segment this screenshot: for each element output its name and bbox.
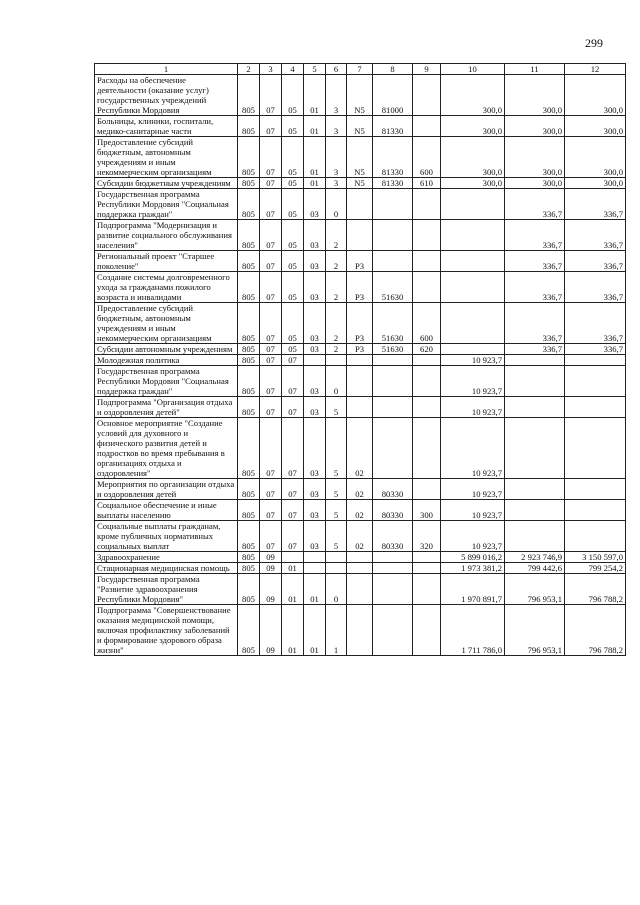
event-code xyxy=(347,189,373,220)
section-code: 07 xyxy=(260,75,282,116)
section-code: 07 xyxy=(260,366,282,397)
subsection-code: 05 xyxy=(282,272,304,303)
subprogram-code: 0 xyxy=(326,574,347,605)
event-code: P3 xyxy=(347,251,373,272)
amount-year-2: 796 953,1 xyxy=(505,605,565,656)
event-code xyxy=(347,397,373,418)
row-description: Мероприятия по организации отдыха и оздоровления детей xyxy=(95,479,238,500)
amount-year-2: 336,7 xyxy=(505,344,565,355)
budget-table xyxy=(94,63,626,656)
direction-code: 51630 xyxy=(373,272,413,303)
amount-year-1 xyxy=(441,189,505,220)
table-row xyxy=(95,563,626,574)
program-code: 01 xyxy=(304,75,326,116)
column-header: 9 xyxy=(413,64,441,75)
event-code: P3 xyxy=(347,303,373,344)
expense-type-code xyxy=(413,355,441,366)
expense-type-code xyxy=(413,552,441,563)
program-code: 01 xyxy=(304,605,326,656)
direction-code xyxy=(373,418,413,479)
direction-code xyxy=(373,397,413,418)
table-row xyxy=(95,366,626,397)
table-row xyxy=(95,552,626,563)
event-code xyxy=(347,563,373,574)
section-code: 07 xyxy=(260,521,282,552)
amount-year-2: 300,0 xyxy=(505,116,565,137)
amount-year-1: 1 973 381,2 xyxy=(441,563,505,574)
event-code: 02 xyxy=(347,418,373,479)
admin-code: 805 xyxy=(238,272,260,303)
event-code xyxy=(347,355,373,366)
event-code xyxy=(347,552,373,563)
amount-year-3: 336,7 xyxy=(565,272,626,303)
section-code: 07 xyxy=(260,272,282,303)
event-code: P3 xyxy=(347,344,373,355)
program-code: 03 xyxy=(304,272,326,303)
expense-type-code: 300 xyxy=(413,500,441,521)
expense-type-code: 620 xyxy=(413,344,441,355)
subprogram-code xyxy=(326,552,347,563)
program-code xyxy=(304,552,326,563)
direction-code: 81330 xyxy=(373,178,413,189)
amount-year-1 xyxy=(441,303,505,344)
table-row xyxy=(95,397,626,418)
table-row xyxy=(95,116,626,137)
subprogram-code: 1 xyxy=(326,605,347,656)
direction-code: 51630 xyxy=(373,303,413,344)
page-number: 299 xyxy=(585,36,603,50)
amount-year-1: 300,0 xyxy=(441,137,505,178)
direction-code xyxy=(373,563,413,574)
section-code: 07 xyxy=(260,220,282,251)
table-row xyxy=(95,521,626,552)
amount-year-2: 336,7 xyxy=(505,189,565,220)
subsection-code: 01 xyxy=(282,605,304,656)
amount-year-2 xyxy=(505,355,565,366)
amount-year-2 xyxy=(505,366,565,397)
table-row xyxy=(95,344,626,355)
subprogram-code: 0 xyxy=(326,366,347,397)
subsection-code: 01 xyxy=(282,574,304,605)
admin-code: 805 xyxy=(238,397,260,418)
admin-code: 805 xyxy=(238,479,260,500)
subsection-code: 07 xyxy=(282,418,304,479)
column-header: 1 xyxy=(95,64,238,75)
amount-year-3: 336,7 xyxy=(565,220,626,251)
section-code: 07 xyxy=(260,355,282,366)
direction-code: 51630 xyxy=(373,344,413,355)
amount-year-3: 300,0 xyxy=(565,137,626,178)
table-row xyxy=(95,479,626,500)
table-row xyxy=(95,418,626,479)
admin-code: 805 xyxy=(238,116,260,137)
amount-year-1: 10 923,7 xyxy=(441,418,505,479)
amount-year-3 xyxy=(565,397,626,418)
expense-type-code xyxy=(413,75,441,116)
subprogram-code: 2 xyxy=(326,272,347,303)
program-code: 03 xyxy=(304,397,326,418)
subprogram-code: 3 xyxy=(326,137,347,178)
column-header: 12 xyxy=(565,64,626,75)
amount-year-3: 3 150 597,0 xyxy=(565,552,626,563)
subsection-code: 05 xyxy=(282,220,304,251)
row-description: Молодежная политика xyxy=(95,355,238,366)
section-code: 07 xyxy=(260,116,282,137)
amount-year-3 xyxy=(565,366,626,397)
program-code: 03 xyxy=(304,479,326,500)
event-code: 02 xyxy=(347,521,373,552)
amount-year-2 xyxy=(505,500,565,521)
amount-year-1: 300,0 xyxy=(441,178,505,189)
program-code: 03 xyxy=(304,303,326,344)
direction-code: 81000 xyxy=(373,75,413,116)
section-code: 07 xyxy=(260,137,282,178)
admin-code: 805 xyxy=(238,178,260,189)
amount-year-1 xyxy=(441,220,505,251)
table-row xyxy=(95,605,626,656)
amount-year-3 xyxy=(565,355,626,366)
direction-code xyxy=(373,189,413,220)
expense-type-code xyxy=(413,397,441,418)
subprogram-code: 5 xyxy=(326,500,347,521)
program-code: 03 xyxy=(304,366,326,397)
section-code: 09 xyxy=(260,552,282,563)
event-code xyxy=(347,574,373,605)
amount-year-2: 300,0 xyxy=(505,137,565,178)
subsection-code: 07 xyxy=(282,366,304,397)
amount-year-2: 300,0 xyxy=(505,178,565,189)
admin-code: 805 xyxy=(238,500,260,521)
admin-code: 805 xyxy=(238,605,260,656)
row-description: Социальное обеспечение и иные выплаты населению xyxy=(95,500,238,521)
admin-code: 805 xyxy=(238,574,260,605)
subsection-code: 05 xyxy=(282,344,304,355)
section-code: 07 xyxy=(260,303,282,344)
direction-code: 80330 xyxy=(373,500,413,521)
amount-year-2: 2 923 746,9 xyxy=(505,552,565,563)
section-code: 07 xyxy=(260,189,282,220)
column-header: 2 xyxy=(238,64,260,75)
amount-year-1 xyxy=(441,344,505,355)
subprogram-code: 2 xyxy=(326,251,347,272)
program-code: 03 xyxy=(304,521,326,552)
subprogram-code: 2 xyxy=(326,344,347,355)
admin-code: 805 xyxy=(238,552,260,563)
direction-code: 81330 xyxy=(373,137,413,178)
row-description: Расходы на обеспечение деятельности (оказание услуг) государственных учреждений Республики Мордовия xyxy=(95,75,238,116)
amount-year-2: 300,0 xyxy=(505,75,565,116)
row-description: Предоставление субсидий бюджетным, автономным учреждениям и иным некоммерческим организациям xyxy=(95,303,238,344)
event-code xyxy=(347,220,373,251)
program-code: 01 xyxy=(304,574,326,605)
section-code: 09 xyxy=(260,563,282,574)
subsection-code: 05 xyxy=(282,251,304,272)
subsection-code: 07 xyxy=(282,355,304,366)
subprogram-code: 3 xyxy=(326,116,347,137)
amount-year-3 xyxy=(565,521,626,552)
section-code: 07 xyxy=(260,397,282,418)
row-description: Подпрограмма "Модернизация и развитие социального обслуживания населения" xyxy=(95,220,238,251)
table-row xyxy=(95,500,626,521)
column-header: 11 xyxy=(505,64,565,75)
expense-type-code: 610 xyxy=(413,178,441,189)
subsection-code: 05 xyxy=(282,137,304,178)
program-code xyxy=(304,355,326,366)
amount-year-3: 336,7 xyxy=(565,251,626,272)
table-row xyxy=(95,272,626,303)
direction-code xyxy=(373,605,413,656)
subsection-code: 05 xyxy=(282,178,304,189)
row-description: Стационарная медицинская помощь xyxy=(95,563,238,574)
event-code: N5 xyxy=(347,137,373,178)
table-row xyxy=(95,75,626,116)
column-header: 7 xyxy=(347,64,373,75)
amount-year-1: 10 923,7 xyxy=(441,355,505,366)
admin-code: 805 xyxy=(238,251,260,272)
subprogram-code: 3 xyxy=(326,178,347,189)
direction-code xyxy=(373,574,413,605)
table-row xyxy=(95,220,626,251)
amount-year-3: 300,0 xyxy=(565,75,626,116)
expense-type-code xyxy=(413,605,441,656)
direction-code xyxy=(373,355,413,366)
amount-year-3: 799 254,2 xyxy=(565,563,626,574)
expense-type-code xyxy=(413,251,441,272)
amount-year-1: 1 970 891,7 xyxy=(441,574,505,605)
row-description: Создание системы долговременного ухода за гражданами пожилого возраста и инвалидами xyxy=(95,272,238,303)
admin-code: 805 xyxy=(238,137,260,178)
amount-year-3: 336,7 xyxy=(565,189,626,220)
subsection-code: 07 xyxy=(282,479,304,500)
section-code: 07 xyxy=(260,251,282,272)
amount-year-1: 10 923,7 xyxy=(441,397,505,418)
subsection-code xyxy=(282,552,304,563)
section-code: 07 xyxy=(260,479,282,500)
event-code xyxy=(347,366,373,397)
subprogram-code: 3 xyxy=(326,75,347,116)
subprogram-code xyxy=(326,563,347,574)
amount-year-3 xyxy=(565,418,626,479)
amount-year-3: 336,7 xyxy=(565,303,626,344)
table-row xyxy=(95,251,626,272)
subsection-code: 05 xyxy=(282,75,304,116)
program-code: 01 xyxy=(304,137,326,178)
subsection-code: 05 xyxy=(282,189,304,220)
row-description: Субсидии бюджетным учреждениям xyxy=(95,178,238,189)
section-code: 07 xyxy=(260,500,282,521)
table-row xyxy=(95,303,626,344)
amount-year-3: 796 788,2 xyxy=(565,605,626,656)
column-header: 10 xyxy=(441,64,505,75)
admin-code: 805 xyxy=(238,189,260,220)
expense-type-code xyxy=(413,220,441,251)
program-code: 03 xyxy=(304,500,326,521)
subprogram-code: 5 xyxy=(326,397,347,418)
row-description: Предоставление субсидий бюджетным, автономным учреждениям и иным некоммерческим организациям xyxy=(95,137,238,178)
expense-type-code xyxy=(413,479,441,500)
amount-year-3: 796 788,2 xyxy=(565,574,626,605)
amount-year-2 xyxy=(505,521,565,552)
program-code: 03 xyxy=(304,189,326,220)
table-row xyxy=(95,355,626,366)
row-description: Государственная программа "Развитие здравоохранения Республики Мордовия" xyxy=(95,574,238,605)
amount-year-2: 336,7 xyxy=(505,303,565,344)
event-code: N5 xyxy=(347,116,373,137)
table-header-row xyxy=(95,64,626,75)
admin-code: 805 xyxy=(238,418,260,479)
subsection-code: 07 xyxy=(282,397,304,418)
row-description: Субсидии автономным учреждениям xyxy=(95,344,238,355)
admin-code: 805 xyxy=(238,75,260,116)
subprogram-code: 0 xyxy=(326,189,347,220)
amount-year-3 xyxy=(565,500,626,521)
program-code: 03 xyxy=(304,344,326,355)
column-header: 4 xyxy=(282,64,304,75)
subprogram-code xyxy=(326,355,347,366)
column-header: 3 xyxy=(260,64,282,75)
expense-type-code: 320 xyxy=(413,521,441,552)
amount-year-2: 336,7 xyxy=(505,272,565,303)
amount-year-2: 336,7 xyxy=(505,220,565,251)
amount-year-3 xyxy=(565,479,626,500)
row-description: Больницы, клиники, госпитали, медико-санитарные части xyxy=(95,116,238,137)
amount-year-2 xyxy=(505,397,565,418)
amount-year-3: 300,0 xyxy=(565,178,626,189)
admin-code: 805 xyxy=(238,521,260,552)
amount-year-1: 10 923,7 xyxy=(441,521,505,552)
amount-year-2: 799 442,6 xyxy=(505,563,565,574)
expense-type-code xyxy=(413,563,441,574)
admin-code: 805 xyxy=(238,344,260,355)
table-row xyxy=(95,178,626,189)
section-code: 09 xyxy=(260,605,282,656)
row-description: Подпрограмма "Совершенствование оказания медицинской помощи, включая профилактику заболеваний и формирование здорового образа жизни" xyxy=(95,605,238,656)
expense-type-code xyxy=(413,272,441,303)
admin-code: 805 xyxy=(238,355,260,366)
amount-year-2: 796 953,1 xyxy=(505,574,565,605)
subsection-code: 05 xyxy=(282,303,304,344)
program-code: 01 xyxy=(304,178,326,189)
program-code: 03 xyxy=(304,251,326,272)
direction-code: 80330 xyxy=(373,521,413,552)
event-code: 02 xyxy=(347,479,373,500)
admin-code: 805 xyxy=(238,303,260,344)
section-code: 07 xyxy=(260,344,282,355)
amount-year-2 xyxy=(505,418,565,479)
table-row xyxy=(95,189,626,220)
expense-type-code xyxy=(413,366,441,397)
row-description: Основное мероприятие "Создание условий для духовного и физического развития детей и подростков во время пребывания в организациях отдыха и оздоровления" xyxy=(95,418,238,479)
amount-year-1: 300,0 xyxy=(441,116,505,137)
direction-code xyxy=(373,220,413,251)
event-code: N5 xyxy=(347,75,373,116)
amount-year-1: 1 711 786,0 xyxy=(441,605,505,656)
amount-year-1 xyxy=(441,251,505,272)
subprogram-code: 5 xyxy=(326,479,347,500)
section-code: 07 xyxy=(260,178,282,189)
amount-year-3: 336,7 xyxy=(565,344,626,355)
subsection-code: 05 xyxy=(282,116,304,137)
amount-year-1: 10 923,7 xyxy=(441,479,505,500)
amount-year-2 xyxy=(505,479,565,500)
amount-year-3: 300,0 xyxy=(565,116,626,137)
amount-year-1: 10 923,7 xyxy=(441,366,505,397)
row-description: Государственная программа Республики Мордовия "Социальная поддержка граждан" xyxy=(95,189,238,220)
direction-code: 81330 xyxy=(373,116,413,137)
amount-year-2: 336,7 xyxy=(505,251,565,272)
subsection-code: 07 xyxy=(282,500,304,521)
direction-code xyxy=(373,552,413,563)
subprogram-code: 2 xyxy=(326,303,347,344)
direction-code xyxy=(373,366,413,397)
expense-type-code xyxy=(413,116,441,137)
program-code: 03 xyxy=(304,220,326,251)
admin-code: 805 xyxy=(238,366,260,397)
admin-code: 805 xyxy=(238,563,260,574)
program-code xyxy=(304,563,326,574)
program-code: 03 xyxy=(304,418,326,479)
direction-code: 80330 xyxy=(373,479,413,500)
event-code xyxy=(347,605,373,656)
expense-type-code xyxy=(413,189,441,220)
expense-type-code: 600 xyxy=(413,303,441,344)
amount-year-1 xyxy=(441,272,505,303)
amount-year-1: 5 899 016,2 xyxy=(441,552,505,563)
subsection-code: 07 xyxy=(282,521,304,552)
subsection-code: 01 xyxy=(282,563,304,574)
event-code: P3 xyxy=(347,272,373,303)
amount-year-1: 300,0 xyxy=(441,75,505,116)
row-description: Социальные выплаты гражданам, кроме публичных нормативных социальных выплат xyxy=(95,521,238,552)
table-row xyxy=(95,574,626,605)
row-description: Региональный проект "Старшее поколение" xyxy=(95,251,238,272)
direction-code xyxy=(373,251,413,272)
admin-code: 805 xyxy=(238,220,260,251)
amount-year-1: 10 923,7 xyxy=(441,500,505,521)
column-header: 6 xyxy=(326,64,347,75)
expense-type-code: 600 xyxy=(413,137,441,178)
subprogram-code: 2 xyxy=(326,220,347,251)
subprogram-code: 5 xyxy=(326,418,347,479)
row-description: Подпрограмма "Организация отдыха и оздоровления детей" xyxy=(95,397,238,418)
expense-type-code xyxy=(413,574,441,605)
section-code: 07 xyxy=(260,418,282,479)
expense-type-code xyxy=(413,418,441,479)
table-row xyxy=(95,137,626,178)
section-code: 09 xyxy=(260,574,282,605)
subprogram-code: 5 xyxy=(326,521,347,552)
row-description: Здравоохранение xyxy=(95,552,238,563)
event-code: N5 xyxy=(347,178,373,189)
column-header: 5 xyxy=(304,64,326,75)
event-code: 02 xyxy=(347,500,373,521)
row-description: Государственная программа Республики Мордовия "Социальная поддержка граждан" xyxy=(95,366,238,397)
column-header: 8 xyxy=(373,64,413,75)
program-code: 01 xyxy=(304,116,326,137)
